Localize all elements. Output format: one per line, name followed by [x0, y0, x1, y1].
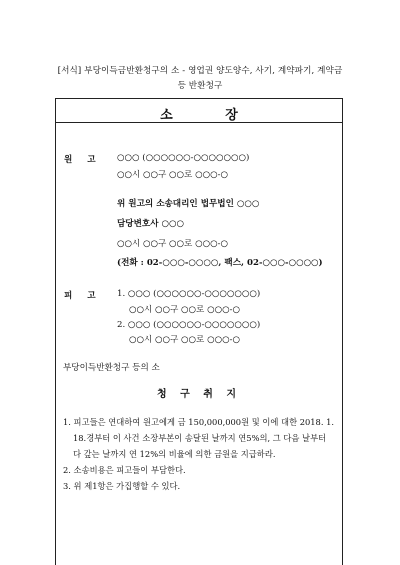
page-title: 소 장: [160, 108, 238, 123]
claim-1-line-1: 1. 피고들은 연대하여 원고에게 금 150,000,000원 및 이에 대한 2018. 1.: [63, 417, 335, 427]
defendant-1-name: 1. ○○○ (○○○○○○-○○○○○○○): [117, 289, 261, 299]
claim-1-line-3: 다 갚는 날까지 연 12%의 비율에 의한 금원을 지급하라.: [73, 449, 276, 459]
claim-3: 3. 위 제1항은 가집행할 수 있다.: [63, 481, 181, 491]
title-divider: [55, 122, 343, 123]
attorney-address: ○○시 ○○구 ○○로 ○○○-○: [117, 239, 228, 249]
lawyer-line: 담당변호사 ○○○: [117, 219, 184, 229]
defendant-1-address: ○○시 ○○구 ○○로 ○○○-○: [129, 305, 240, 315]
plaintiff-label: 원 고: [64, 155, 96, 165]
claim-2: 2. 소송비용은 피고들이 부담한다.: [63, 465, 186, 475]
plaintiff-address: ○○시 ○○구 ○○로 ○○○-○: [117, 170, 228, 180]
defendant-2-address: ○○시 ○○구 ○○로 ○○○-○: [129, 335, 240, 345]
plaintiff-name: ○○○ (○○○○○○-○○○○○○○): [117, 153, 250, 163]
claim-1-line-2: 18.경부터 이 사건 소장부본이 송달된 날까지 연5%의, 그 다음 날부터: [73, 433, 327, 443]
case-title: 부당이득반환청구 등의 소: [63, 363, 160, 373]
heading-line-2: 등 반환청구: [177, 81, 223, 91]
defendant-label: 피 고: [64, 291, 96, 301]
attorney-line: 위 원고의 소송대리인 법무법인 ○○○: [117, 199, 260, 209]
document-frame: [55, 98, 343, 565]
defendant-2-name: 2. ○○○ (○○○○○○-○○○○○○○): [117, 320, 261, 330]
document-heading: [40, 64, 360, 94]
section-title: 청 구 취 지: [156, 389, 242, 400]
heading-line-1: [서식] 부당이득금반환청구의 소 - 영업권 양도양수, 사기, 계약파기, 계약금: [57, 66, 343, 76]
attorney-contact: (전화 : 02-○○○-○○○○, 팩스, 02-○○○-○○○○): [117, 258, 323, 268]
